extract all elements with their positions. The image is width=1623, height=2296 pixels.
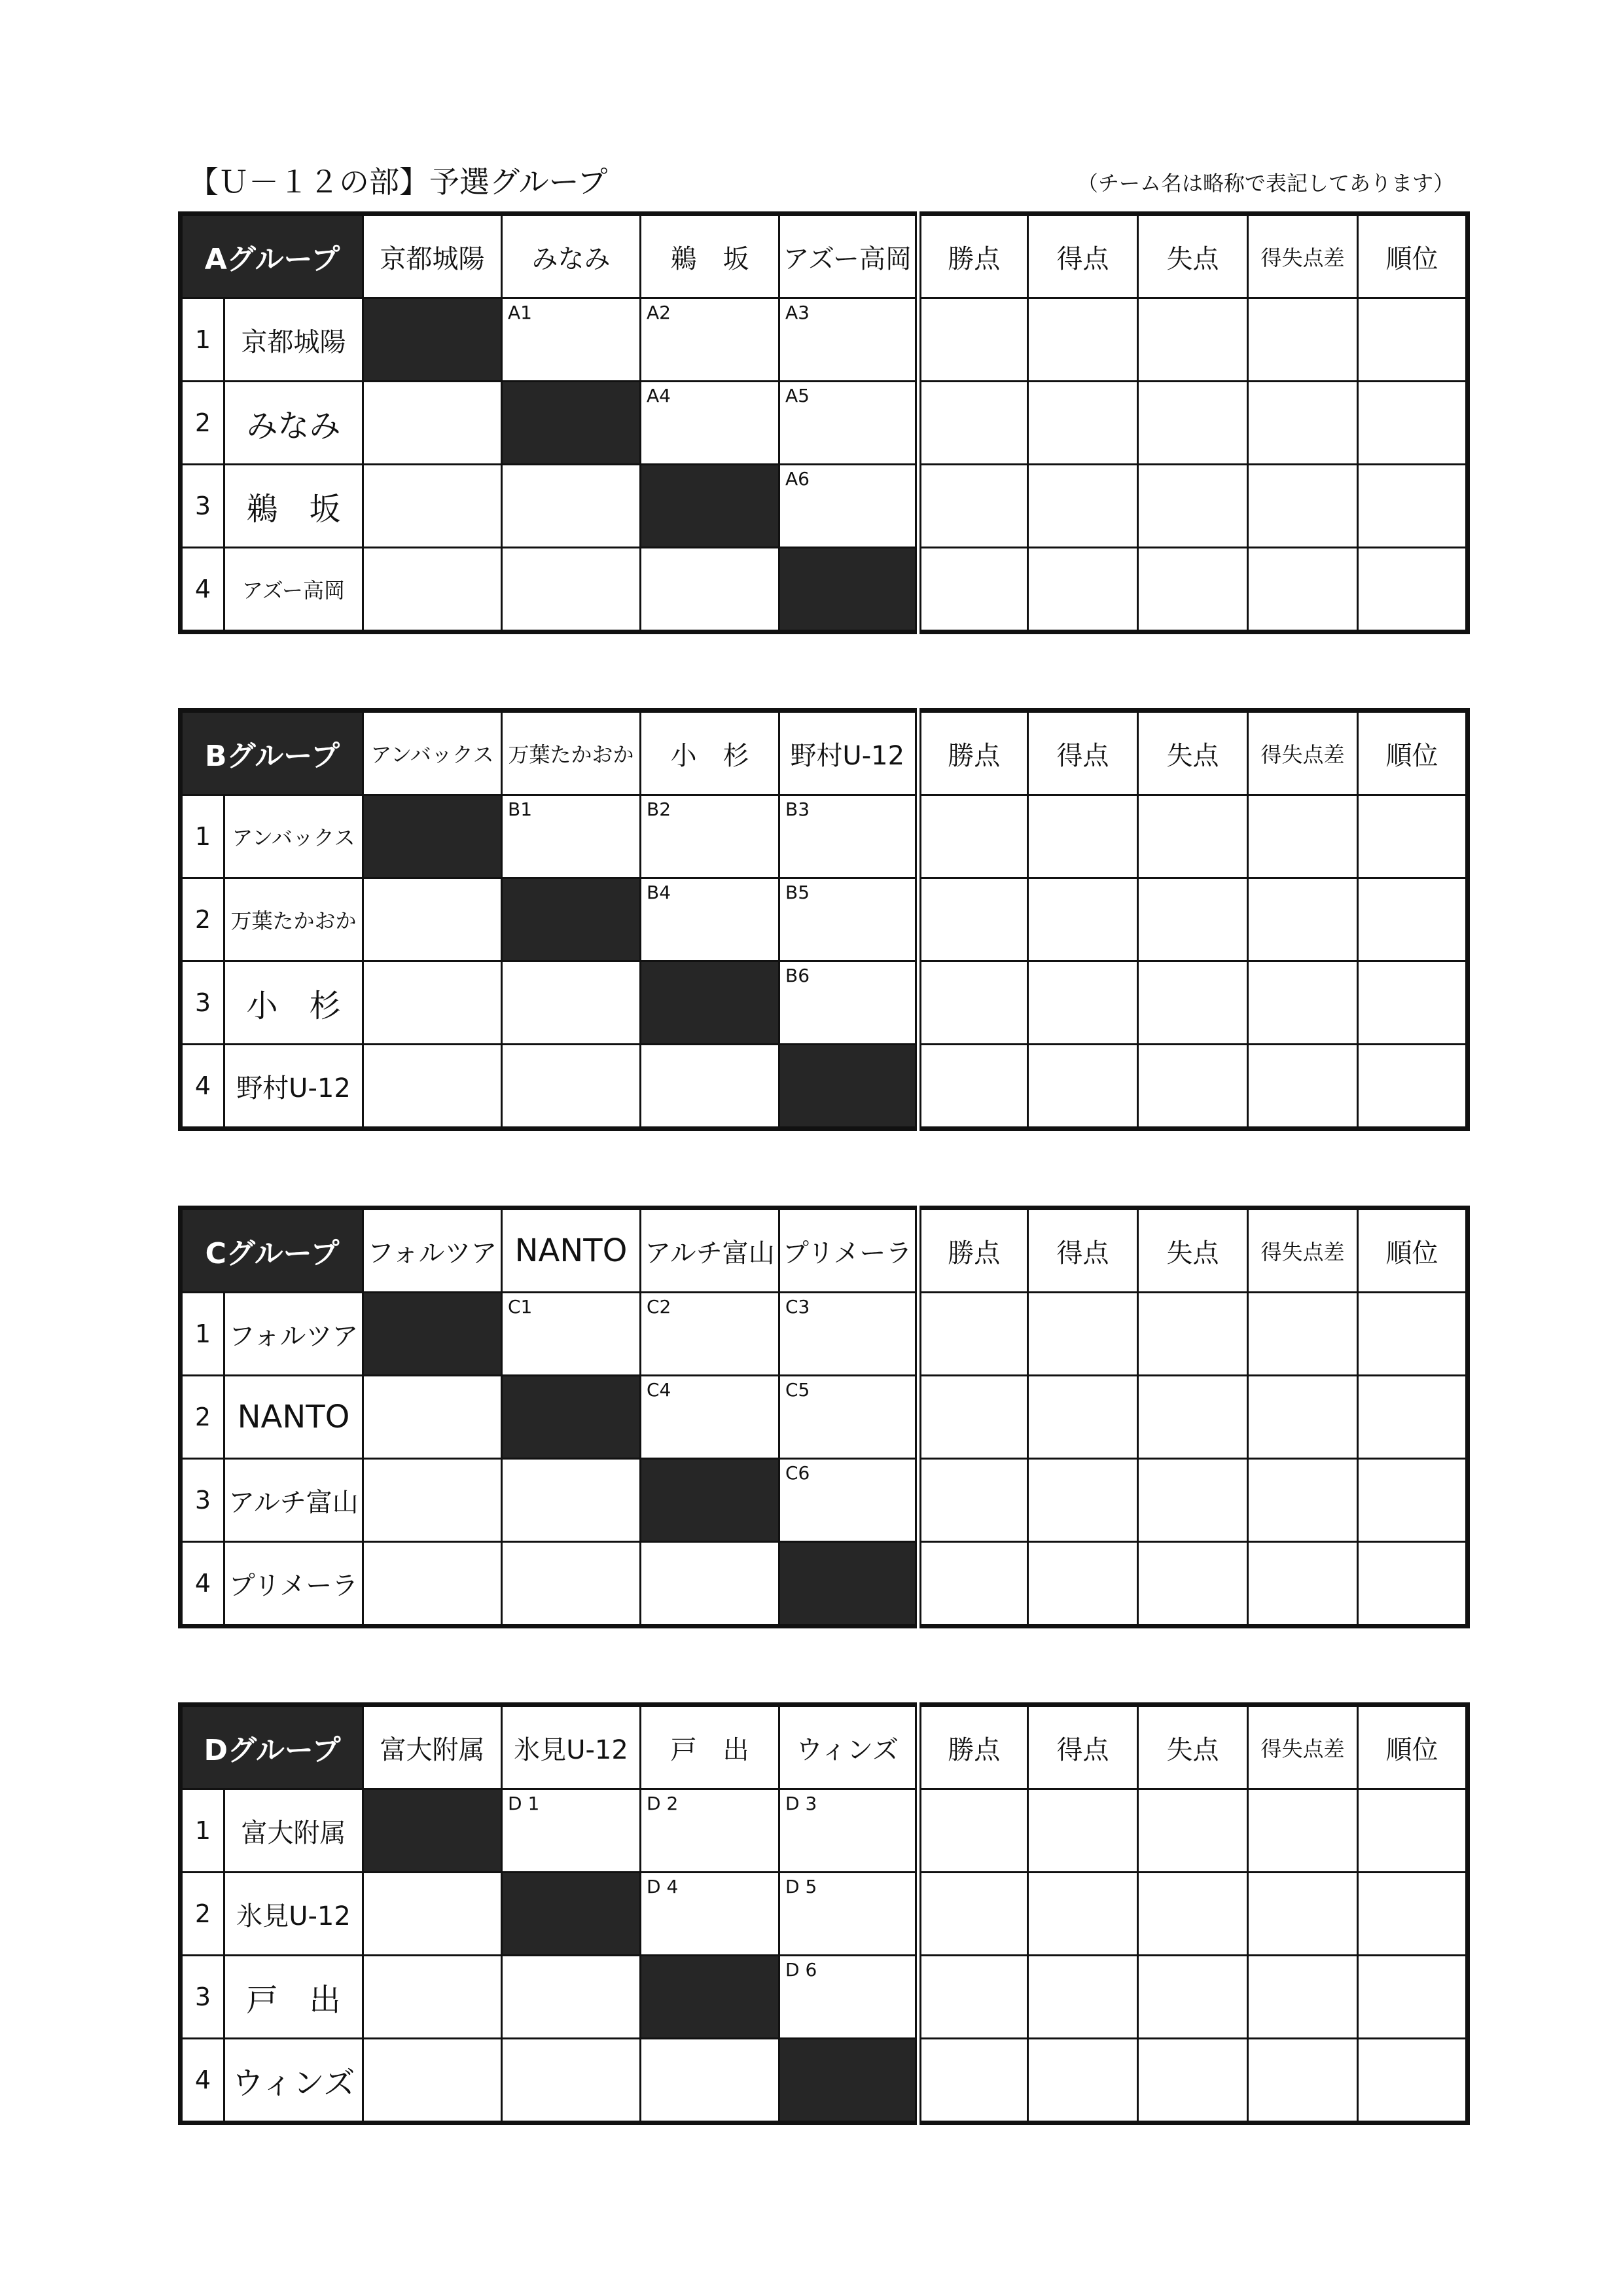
match-cell[interactable]: [502, 298, 641, 382]
team-row: [181, 1873, 1468, 1956]
stat-cell[interactable]: [1358, 1045, 1468, 1129]
group-label: Dグループ: [181, 1705, 363, 1789]
stat-cell[interactable]: [1138, 548, 1248, 632]
match-cell[interactable]: [641, 1293, 779, 1376]
stat-cell[interactable]: [918, 878, 1028, 961]
match-cell[interactable]: [779, 1956, 918, 2039]
match-cell[interactable]: [641, 298, 779, 382]
match-id: A6: [785, 468, 810, 490]
stat-cell[interactable]: [1028, 298, 1138, 382]
match-id: A5: [785, 385, 810, 406]
row-team-name: 戸 出: [224, 1956, 363, 2039]
stat-cell[interactable]: [1248, 1045, 1358, 1129]
stat-cell[interactable]: [1138, 1376, 1248, 1459]
diagonal-block: [363, 298, 502, 382]
stat-cell[interactable]: [918, 298, 1028, 382]
diagonal-block: [641, 961, 779, 1045]
result-cell[interactable]: [641, 548, 779, 632]
stat-cell[interactable]: [918, 1045, 1028, 1129]
match-cell[interactable]: [779, 465, 918, 548]
result-cell[interactable]: [502, 1459, 641, 1542]
team-row: [181, 1459, 1468, 1542]
diagonal-block: [779, 1045, 918, 1129]
stat-cell[interactable]: [1138, 1789, 1248, 1873]
row-number: 2: [181, 1873, 224, 1956]
match-cell[interactable]: [779, 1376, 918, 1459]
row-number: 3: [181, 1956, 224, 2039]
stat-cell[interactable]: [918, 1873, 1028, 1956]
stat-cell[interactable]: [1138, 1873, 1248, 1956]
match-cell[interactable]: [779, 298, 918, 382]
row-team-name: 万葉たかおか: [224, 878, 363, 961]
team-row: [181, 382, 1468, 465]
team-row: [181, 298, 1468, 382]
result-cell[interactable]: [502, 1542, 641, 1626]
stat-header: 得失点差: [1248, 711, 1358, 795]
row-team-name: 氷見U-12: [224, 1873, 363, 1956]
header-row: [181, 711, 1468, 795]
match-cell[interactable]: [641, 795, 779, 878]
team-row: [181, 795, 1468, 878]
stat-header: 得点: [1028, 1705, 1138, 1789]
stat-header: 得失点差: [1248, 214, 1358, 298]
diagonal-block: [363, 1293, 502, 1376]
stat-cell[interactable]: [918, 1459, 1028, 1542]
stat-header: 勝点: [918, 1208, 1028, 1293]
header-row: [181, 1208, 1468, 1293]
match-id: D 1: [508, 1793, 540, 1814]
result-cell[interactable]: [502, 2039, 641, 2123]
stat-cell[interactable]: [1248, 2039, 1358, 2123]
stat-cell[interactable]: [1248, 1542, 1358, 1626]
team-row: [181, 961, 1468, 1045]
stat-cell[interactable]: [1248, 1873, 1358, 1956]
group-d: [178, 1702, 1462, 2125]
diagonal-block: [502, 1376, 641, 1459]
result-cell[interactable]: [363, 1459, 502, 1542]
match-id: C2: [647, 1296, 671, 1318]
match-id: B3: [785, 798, 810, 820]
diagonal-block: [641, 1956, 779, 2039]
match-id: B4: [647, 882, 671, 903]
stat-cell[interactable]: [1028, 1542, 1138, 1626]
stat-cell[interactable]: [1138, 382, 1248, 465]
result-cell[interactable]: [363, 1542, 502, 1626]
stat-cell[interactable]: [918, 382, 1028, 465]
stat-header: 得失点差: [1248, 1208, 1358, 1293]
stat-cell[interactable]: [1028, 2039, 1138, 2123]
match-id: C5: [785, 1379, 810, 1401]
row-number: 4: [181, 548, 224, 632]
diagonal-block: [502, 382, 641, 465]
stat-cell[interactable]: [918, 1376, 1028, 1459]
result-cell[interactable]: [502, 548, 641, 632]
match-id: B6: [785, 965, 810, 986]
row-number: 4: [181, 1045, 224, 1129]
stat-cell[interactable]: [1028, 382, 1138, 465]
stat-cell[interactable]: [1138, 1045, 1248, 1129]
result-cell[interactable]: [363, 1045, 502, 1129]
stat-cell[interactable]: [1138, 795, 1248, 878]
group-b: [178, 708, 1462, 1131]
result-cell[interactable]: [363, 878, 502, 961]
team-row: [181, 878, 1468, 961]
match-id: C3: [785, 1296, 810, 1318]
match-id: C1: [508, 1296, 533, 1318]
stat-header: 失点: [1138, 711, 1248, 795]
column-team-header: プリメーラ: [779, 1208, 918, 1293]
row-team-name: フォルツア: [224, 1293, 363, 1376]
row-number: 1: [181, 298, 224, 382]
match-cell[interactable]: [641, 382, 779, 465]
row-number: 1: [181, 1293, 224, 1376]
row-number: 2: [181, 1376, 224, 1459]
stat-cell[interactable]: [1028, 465, 1138, 548]
stat-header: 得失点差: [1248, 1705, 1358, 1789]
stat-cell[interactable]: [1358, 1873, 1468, 1956]
row-number: 4: [181, 1542, 224, 1626]
stat-cell[interactable]: [1028, 961, 1138, 1045]
diagonal-block: [779, 1542, 918, 1626]
result-cell[interactable]: [363, 1376, 502, 1459]
match-id: A4: [647, 385, 671, 406]
abbreviation-note: （チーム名は略称で表記してあります）: [1077, 171, 1454, 196]
stat-cell[interactable]: [1358, 1789, 1468, 1873]
header-row: [181, 214, 1468, 298]
stat-cell[interactable]: [1138, 961, 1248, 1045]
row-number: 2: [181, 382, 224, 465]
group-table: [178, 211, 1470, 634]
result-cell[interactable]: [641, 1542, 779, 1626]
match-id: B1: [508, 798, 533, 820]
stat-cell[interactable]: [918, 1956, 1028, 2039]
stat-cell[interactable]: [918, 1293, 1028, 1376]
diagonal-block: [502, 1873, 641, 1956]
match-id: B2: [647, 798, 671, 820]
match-cell[interactable]: [502, 795, 641, 878]
stat-cell[interactable]: [918, 961, 1028, 1045]
match-id: C4: [647, 1379, 671, 1401]
column-team-header: アンバックス: [363, 711, 502, 795]
stat-header: 順位: [1358, 711, 1468, 795]
group-label: Aグループ: [181, 214, 363, 298]
result-cell[interactable]: [363, 2039, 502, 2123]
result-cell[interactable]: [641, 2039, 779, 2123]
stat-cell[interactable]: [1138, 1293, 1248, 1376]
stat-header: 順位: [1358, 214, 1468, 298]
stat-cell[interactable]: [1358, 878, 1468, 961]
stat-cell[interactable]: [1248, 1376, 1358, 1459]
result-cell[interactable]: [363, 465, 502, 548]
stat-cell[interactable]: [1358, 1459, 1468, 1542]
match-cell[interactable]: [779, 961, 918, 1045]
stat-cell[interactable]: [1138, 878, 1248, 961]
result-cell[interactable]: [363, 382, 502, 465]
group-label: Cグループ: [181, 1208, 363, 1293]
stat-cell[interactable]: [1028, 1376, 1138, 1459]
team-row: [181, 465, 1468, 548]
stat-cell[interactable]: [1358, 298, 1468, 382]
stat-cell[interactable]: [1028, 1956, 1138, 2039]
row-team-name: プリメーラ: [224, 1542, 363, 1626]
match-id: D 3: [785, 1793, 817, 1814]
stat-cell[interactable]: [1138, 1956, 1248, 2039]
result-cell[interactable]: [502, 1045, 641, 1129]
stat-cell[interactable]: [1248, 1956, 1358, 2039]
stat-header: 順位: [1358, 1705, 1468, 1789]
stat-cell[interactable]: [1358, 961, 1468, 1045]
row-number: 1: [181, 1789, 224, 1873]
diagonal-block: [641, 1459, 779, 1542]
stat-cell[interactable]: [1028, 548, 1138, 632]
result-cell[interactable]: [641, 1045, 779, 1129]
group-c: [178, 1206, 1462, 1628]
stat-cell[interactable]: [1248, 298, 1358, 382]
stat-header: 失点: [1138, 214, 1248, 298]
stat-cell[interactable]: [1028, 1045, 1138, 1129]
result-cell[interactable]: [363, 1873, 502, 1956]
row-number: 2: [181, 878, 224, 961]
team-row: [181, 1789, 1468, 1873]
stat-cell[interactable]: [1138, 1542, 1248, 1626]
row-team-name: ウィンズ: [224, 2039, 363, 2123]
result-cell[interactable]: [363, 1956, 502, 2039]
column-team-header: みなみ: [502, 214, 641, 298]
stat-cell[interactable]: [1138, 2039, 1248, 2123]
stat-cell[interactable]: [1248, 1293, 1358, 1376]
diagonal-block: [641, 465, 779, 548]
row-team-name: アンバックス: [224, 795, 363, 878]
row-team-name: みなみ: [224, 382, 363, 465]
column-team-header: 氷見U-12: [502, 1705, 641, 1789]
stat-cell[interactable]: [918, 1789, 1028, 1873]
diagonal-block: [779, 2039, 918, 2123]
result-cell[interactable]: [502, 961, 641, 1045]
group-table: [178, 708, 1470, 1131]
stat-cell[interactable]: [1248, 548, 1358, 632]
match-id: D 2: [647, 1793, 679, 1814]
stat-cell[interactable]: [1248, 465, 1358, 548]
row-number: 3: [181, 1459, 224, 1542]
stat-cell[interactable]: [1248, 1459, 1358, 1542]
column-team-header: 万葉たかおか: [502, 711, 641, 795]
stat-cell[interactable]: [1028, 1789, 1138, 1873]
match-id: A1: [508, 302, 532, 323]
team-row: [181, 1542, 1468, 1626]
match-cell[interactable]: [641, 878, 779, 961]
stat-cell[interactable]: [1358, 1293, 1468, 1376]
stat-header: 勝点: [918, 214, 1028, 298]
match-id: D 6: [785, 1959, 817, 1981]
column-team-header: 戸 出: [641, 1705, 779, 1789]
diagonal-block: [363, 795, 502, 878]
match-cell[interactable]: [641, 1789, 779, 1873]
stat-cell[interactable]: [1138, 298, 1248, 382]
stat-cell[interactable]: [1358, 465, 1468, 548]
header-row: [181, 1705, 1468, 1789]
match-id: A2: [647, 302, 671, 323]
stat-cell[interactable]: [1358, 1376, 1468, 1459]
team-row: [181, 1376, 1468, 1459]
match-id: A3: [785, 302, 810, 323]
stat-cell[interactable]: [1138, 1459, 1248, 1542]
group-label: Bグループ: [181, 711, 363, 795]
match-cell[interactable]: [641, 1873, 779, 1956]
stat-cell[interactable]: [1358, 795, 1468, 878]
row-number: 4: [181, 2039, 224, 2123]
stat-cell[interactable]: [918, 465, 1028, 548]
stat-cell[interactable]: [1028, 1873, 1138, 1956]
column-team-header: アズー高岡: [779, 214, 918, 298]
column-team-header: ウィンズ: [779, 1705, 918, 1789]
stat-header: 得点: [1028, 214, 1138, 298]
column-team-header: 富大附属: [363, 1705, 502, 1789]
stat-cell[interactable]: [1248, 795, 1358, 878]
match-cell[interactable]: [779, 1459, 918, 1542]
match-id: C6: [785, 1462, 810, 1484]
result-cell[interactable]: [502, 465, 641, 548]
stat-cell[interactable]: [1138, 465, 1248, 548]
match-cell[interactable]: [779, 795, 918, 878]
stat-cell[interactable]: [1358, 548, 1468, 632]
row-team-name: アルチ富山: [224, 1459, 363, 1542]
stat-cell[interactable]: [918, 2039, 1028, 2123]
team-row: [181, 1293, 1468, 1376]
row-number: 3: [181, 961, 224, 1045]
row-team-name: 小 杉: [224, 961, 363, 1045]
diagonal-block: [779, 548, 918, 632]
stat-cell[interactable]: [1028, 1293, 1138, 1376]
match-cell[interactable]: [779, 1789, 918, 1873]
stat-cell[interactable]: [1028, 795, 1138, 878]
column-team-header: 野村U-12: [779, 711, 918, 795]
stat-cell[interactable]: [1358, 1542, 1468, 1626]
row-team-name: アズー高岡: [224, 548, 363, 632]
stat-header: 勝点: [918, 1705, 1028, 1789]
row-team-name: 富大附属: [224, 1789, 363, 1873]
match-cell[interactable]: [502, 1293, 641, 1376]
row-team-name: 鵜 坂: [224, 465, 363, 548]
match-cell[interactable]: [641, 1376, 779, 1459]
team-row: [181, 2039, 1468, 2123]
team-row: [181, 548, 1468, 632]
group-a: [178, 211, 1462, 634]
row-team-name: 野村U-12: [224, 1045, 363, 1129]
stat-header: 失点: [1138, 1208, 1248, 1293]
stat-header: 失点: [1138, 1705, 1248, 1789]
stat-cell[interactable]: [1248, 961, 1358, 1045]
diagonal-block: [502, 878, 641, 961]
team-row: [181, 1956, 1468, 2039]
match-cell[interactable]: [779, 1873, 918, 1956]
stat-cell[interactable]: [918, 1542, 1028, 1626]
column-team-header: 京都城陽: [363, 214, 502, 298]
row-number: 3: [181, 465, 224, 548]
match-cell[interactable]: [779, 1293, 918, 1376]
column-team-header: NANTO: [502, 1208, 641, 1293]
result-cell[interactable]: [502, 1956, 641, 2039]
column-team-header: 鵜 坂: [641, 214, 779, 298]
column-team-header: 小 杉: [641, 711, 779, 795]
group-table: [178, 1702, 1470, 2125]
diagonal-block: [363, 1789, 502, 1873]
stat-cell[interactable]: [918, 548, 1028, 632]
stat-cell[interactable]: [1028, 878, 1138, 961]
stat-cell[interactable]: [1358, 382, 1468, 465]
match-id: B5: [785, 882, 810, 903]
match-cell[interactable]: [779, 382, 918, 465]
row-team-name: NANTO: [224, 1376, 363, 1459]
match-id: D 5: [785, 1876, 817, 1897]
match-cell[interactable]: [502, 1789, 641, 1873]
row-number: 1: [181, 795, 224, 878]
stat-cell[interactable]: [918, 795, 1028, 878]
stat-cell[interactable]: [1028, 1459, 1138, 1542]
stat-cell[interactable]: [1358, 1956, 1468, 2039]
stat-cell[interactable]: [1358, 2039, 1468, 2123]
result-cell[interactable]: [363, 961, 502, 1045]
stat-cell[interactable]: [1248, 1789, 1358, 1873]
team-row: [181, 1045, 1468, 1129]
stat-cell[interactable]: [1248, 878, 1358, 961]
stat-header: 順位: [1358, 1208, 1468, 1293]
stat-header: 得点: [1028, 711, 1138, 795]
match-id: D 4: [647, 1876, 679, 1897]
match-cell[interactable]: [779, 878, 918, 961]
result-cell[interactable]: [363, 548, 502, 632]
stat-cell[interactable]: [1248, 382, 1358, 465]
column-team-header: フォルツア: [363, 1208, 502, 1293]
stat-header: 勝点: [918, 711, 1028, 795]
row-team-name: 京都城陽: [224, 298, 363, 382]
page-title: 【Ｕ－１２の部】予選グループ: [188, 164, 608, 200]
group-table: [178, 1206, 1470, 1628]
column-team-header: アルチ富山: [641, 1208, 779, 1293]
stat-header: 得点: [1028, 1208, 1138, 1293]
